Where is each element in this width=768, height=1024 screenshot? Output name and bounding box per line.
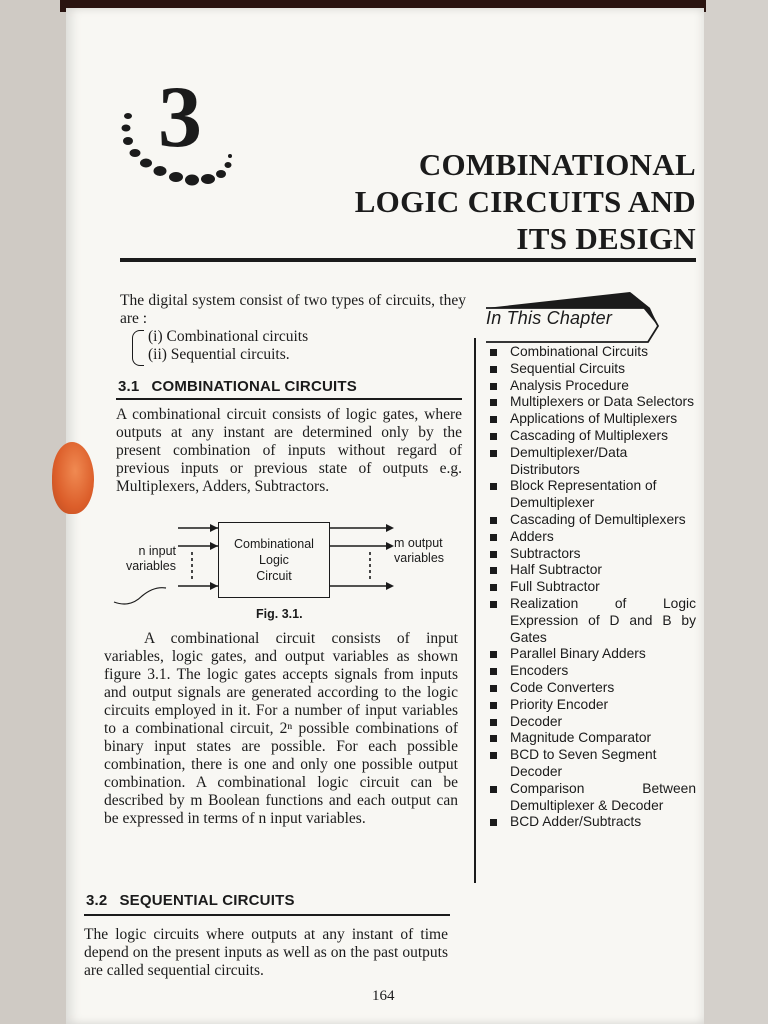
list-item: Subtractors (486, 546, 696, 563)
in-this-chapter-sidebar (462, 280, 702, 880)
chapter-title-line: COMBINATIONAL (418, 147, 696, 182)
circuit-type-list (148, 328, 308, 364)
list-item: (ii) Sequential circuits. (148, 346, 290, 363)
background-right (702, 0, 768, 1024)
list-item: Combinational Circuits (486, 344, 696, 361)
section-number: 3.1 (118, 378, 140, 395)
section-title: SEQUENTIAL CIRCUITS (119, 892, 295, 909)
input-label-line: variables (125, 559, 176, 573)
paragraph (104, 630, 458, 828)
list-item: Parallel Binary Adders (486, 646, 696, 663)
list-item: Realization of Logic Expression of D and B by Gates (486, 596, 696, 646)
section-heading (86, 892, 295, 909)
figure-3-1 (100, 516, 470, 616)
output-label-line: variables (394, 551, 445, 565)
background-left (0, 0, 66, 1024)
output-label-line: m output (394, 536, 443, 550)
list-item: Multiplexers or Data Selectors (486, 394, 696, 411)
input-label (116, 544, 176, 574)
list-item: Sequential Circuits (486, 361, 696, 378)
title-rule (120, 258, 696, 262)
list-item: Half Subtractor (486, 562, 696, 579)
section-rule (116, 398, 462, 400)
chapter-title (276, 146, 696, 257)
chapter-title-line: ITS DESIGN (516, 221, 696, 256)
section-heading (118, 378, 357, 395)
list-item: BCD Adder/Subtracts (486, 814, 696, 831)
sidebar-rule (474, 338, 476, 883)
list-item: (i) Combinational circuits (148, 328, 309, 345)
page-number: 164 (372, 988, 395, 1004)
list-brace (132, 330, 144, 366)
list-item: Cascading of Demultiplexers (486, 512, 696, 529)
figure-caption: Fig. 3.1. (256, 607, 303, 621)
chapter-number: 3 (158, 69, 202, 166)
list-item: Adders (486, 529, 696, 546)
intro-text: The digital system consist of two types of circuits, they are : (120, 292, 466, 327)
list-item: Comparison Between Demultiplexer & Decoder (486, 781, 696, 815)
list-item: Decoder (486, 714, 696, 731)
combinational-logic-block (218, 522, 330, 598)
list-item: Code Converters (486, 680, 696, 697)
list-item: Analysis Procedure (486, 378, 696, 395)
sidebar-title: In This Chapter (486, 308, 613, 328)
block-label-line: Logic (259, 553, 289, 567)
list-item: Encoders (486, 663, 696, 680)
thumb (52, 442, 94, 514)
output-label (394, 536, 444, 566)
list-item: Priority Encoder (486, 697, 696, 714)
list-item: BCD to Seven Segment Decoder (486, 747, 696, 781)
list-item: Magnitude Comparator (486, 730, 696, 747)
paragraph: The logic circuits where outputs at any instant of time depend on the present inputs as well as on the past outputs are called sequential circuits. (84, 926, 448, 979)
block-label-line: Circuit (256, 569, 292, 583)
input-label-line: n input (138, 544, 176, 558)
list-item: Applications of Multiplexers (486, 411, 696, 428)
block-label-line: Combinational (234, 537, 314, 551)
list-item: Cascading of Multiplexers (486, 428, 696, 445)
paragraph: A combinational circuit consists of logic gates, where outputs at any instant are determined only by the present combination of inputs without regard of previous inputs or previous state of outputs e.g. Multiplexers, Adders, Subtractors. (116, 406, 462, 495)
list-item: Block Representation of Demultiplexer (486, 478, 696, 512)
chapter-topic-list (486, 344, 696, 831)
section-rule (84, 914, 450, 916)
section-number: 3.2 (86, 892, 108, 909)
chapter-title-line: LOGIC CIRCUITS AND (354, 184, 696, 219)
paragraph-text: A combinational circuit consists of input variables, logic gates, and output variables as shown figure 3.1. The logic gates accepts signals from inputs and output signals are generated according to the logic circuits employed in it. For a number of input variables to a combinational circuit, 2ⁿ possible combinations of binary input states are possible. For each possible combination, there is one and only one possible output combination. A combinational logic circuit can be described by m Boolean functions and each output can be expressed in terms of n input variables. (104, 630, 458, 827)
list-item: Full Subtractor (486, 579, 696, 596)
list-item: Demultiplexer/Data Distributors (486, 445, 696, 479)
section-title: COMBINATIONAL CIRCUITS (151, 378, 357, 395)
